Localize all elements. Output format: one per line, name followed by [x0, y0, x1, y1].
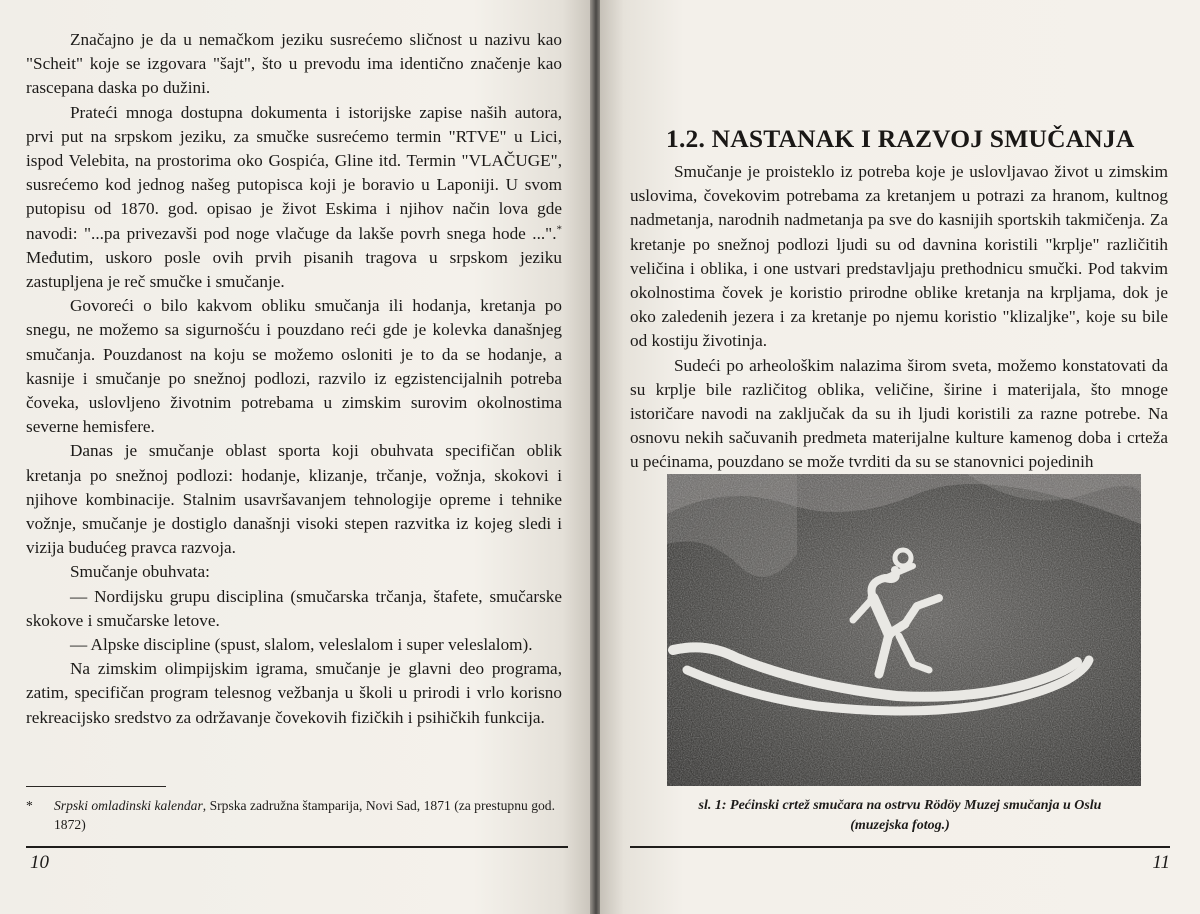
- right-text-column: [630, 160, 1168, 475]
- figure-caption: [640, 796, 1160, 836]
- footnote-title: Srpski omladinski kalendar: [54, 798, 203, 813]
- right-page: [600, 0, 1200, 914]
- left-page: [0, 0, 592, 914]
- paragraph: Smučanje je proisteklo iz potreba koje je uslovljavao život u zimskim uslovima, čovekovim potrebama za kretanjem u potrazi za hranom, kultnog nadmetanja, narodnih nadmetanja pa sve do kasnijih sportskih takmičenja. Za kretanje po snežnoj podlozi ljudi su od davnina koristili "krplje" različitih veličina i oblika, i one ustvari predstavljaju prethodnicu smučki. Pod takvim okolnostima čovek je koristio prirodne oblike kretanja na krpljama, dok je oko zaledenih jezera i za kretanje po njemu koristio "klizaljke", koje su bile od kostiju životinja.: [630, 162, 1168, 351]
- left-text-column: [26, 28, 562, 730]
- paragraph: Na zimskim olimpijskim igrama, smučanje je glavni deo programa, zatim, specifičan program telesnog vežbanja u školi u prirodi i vrlo korisno rekreacijsko sredstvo za održavanje čovekovih fizičkih i psihičkih funkcija.: [26, 659, 562, 727]
- caption-line: sl. 1: Pećinski crtež smučara na ostrvu Rödöy Muzej smučanja u Oslu: [698, 798, 1102, 813]
- footnote: [26, 796, 566, 834]
- cave-drawing-skier-image: [667, 474, 1141, 786]
- paragraph: Značajno je da u nemačkom jeziku susrećemo sličnost u nazivu kao "Scheit" koje se izgovara "šajt", što u prevodu ima identično značenje kao rascepana daska po dužini.: [26, 30, 562, 98]
- caption-line: (muzejska fotog.): [850, 818, 950, 833]
- paragraph-text: Međutim, uskoro posle ovih prvih pisanih tragova u srpskom jeziku zastupljena je reč smučke i smučanje.: [26, 247, 562, 292]
- footnote-ref: *: [556, 222, 562, 235]
- paragraph: [26, 101, 562, 295]
- footnote-rest: , Srpska zadružna štamparija, Novi Sad, 1871 (za prestupnu god. 1872): [54, 798, 555, 832]
- page-number: 10: [30, 852, 49, 873]
- page-footer-rule: [26, 846, 568, 848]
- list-item: — Nordijsku grupu disciplina (smučarska trčanja, štafete, smučarske skokove i smučarske letove.: [26, 586, 562, 630]
- footnote-divider: [26, 786, 166, 787]
- page-number: 11: [1152, 852, 1170, 873]
- page-footer-rule: [630, 846, 1170, 848]
- paragraph-text: Prateći mnoga dostupna dokumenta i istorijske zapise naših autora, prvi put na srpskom jeziku, za smučke susrećemo termin "RTVE" u Lici, ispod Velebita, na prostorima oko Gospića, Gline itd. Termin "VLAČUGE", susrećemo kod jednog našeg putopisca koji je boravio u Laponiji. U svom putopisu od 1870. god. opisao je život Eskima i njihov način lova gde navodi: "...pa privezavši pod noge vlačuge da lakše povrh snega hode ...".: [26, 102, 562, 243]
- section-heading: 1.2. NASTANAK I RAZVOJ SMUČANJA: [666, 124, 1135, 153]
- cave-drawing-svg: [667, 474, 1141, 786]
- footnote-text: [54, 796, 566, 834]
- paragraph: Govoreći o bilo kakvom obliku smučanja ili hodanja, kretanja po snegu, ne možemo sa sigurnošću i pouzdano reći gde je kolevka današnjeg smučanja. Pouzdanost na koju se možemo osloniti je to da se hodanje, a kasnije i smučanje po snežnoj podlozi, razvilo iz egzistencijalnih potreba čoveka, uslovljeno životnim potrebama u zimskim surovim okolnostima severne hemisfere.: [26, 296, 562, 437]
- paragraph: Smučanje obuhvata:: [70, 562, 210, 582]
- footnote-mark: *: [26, 798, 33, 813]
- list-item: — Alpske discipline (spust, slalom, veleslalom i super veleslalom).: [70, 635, 533, 655]
- paragraph: Danas je smučanje oblast sporta koji obuhvata specifičan oblik kretanja po snežnoj podlozi: hodanje, klizanje, trčanje, vožnja, skokovi i njihove kombinacije. Stalnim usavršavanjem tehnologije opreme i tehnike vožnje, smučanje je dostiglo današnji visoki stepen razvitka iz kojeg sledi i vizija budućeg pravca razvoja.: [26, 441, 562, 558]
- paragraph: Sudeći po arheološkim nalazima širom sveta, možemo konstatovati da su krplje bile različitog oblika, veličine, širine i materijala, što mnoge istoričare navodi na zaključak da su ih ljudi koristili za razne potrebe. Na osnovu nekih sačuvanih predmeta materijalne kulture kamenog doba i crteža u pećinama, pouzdano se može tvrditi da su se stanovnici pojedinih: [630, 355, 1168, 472]
